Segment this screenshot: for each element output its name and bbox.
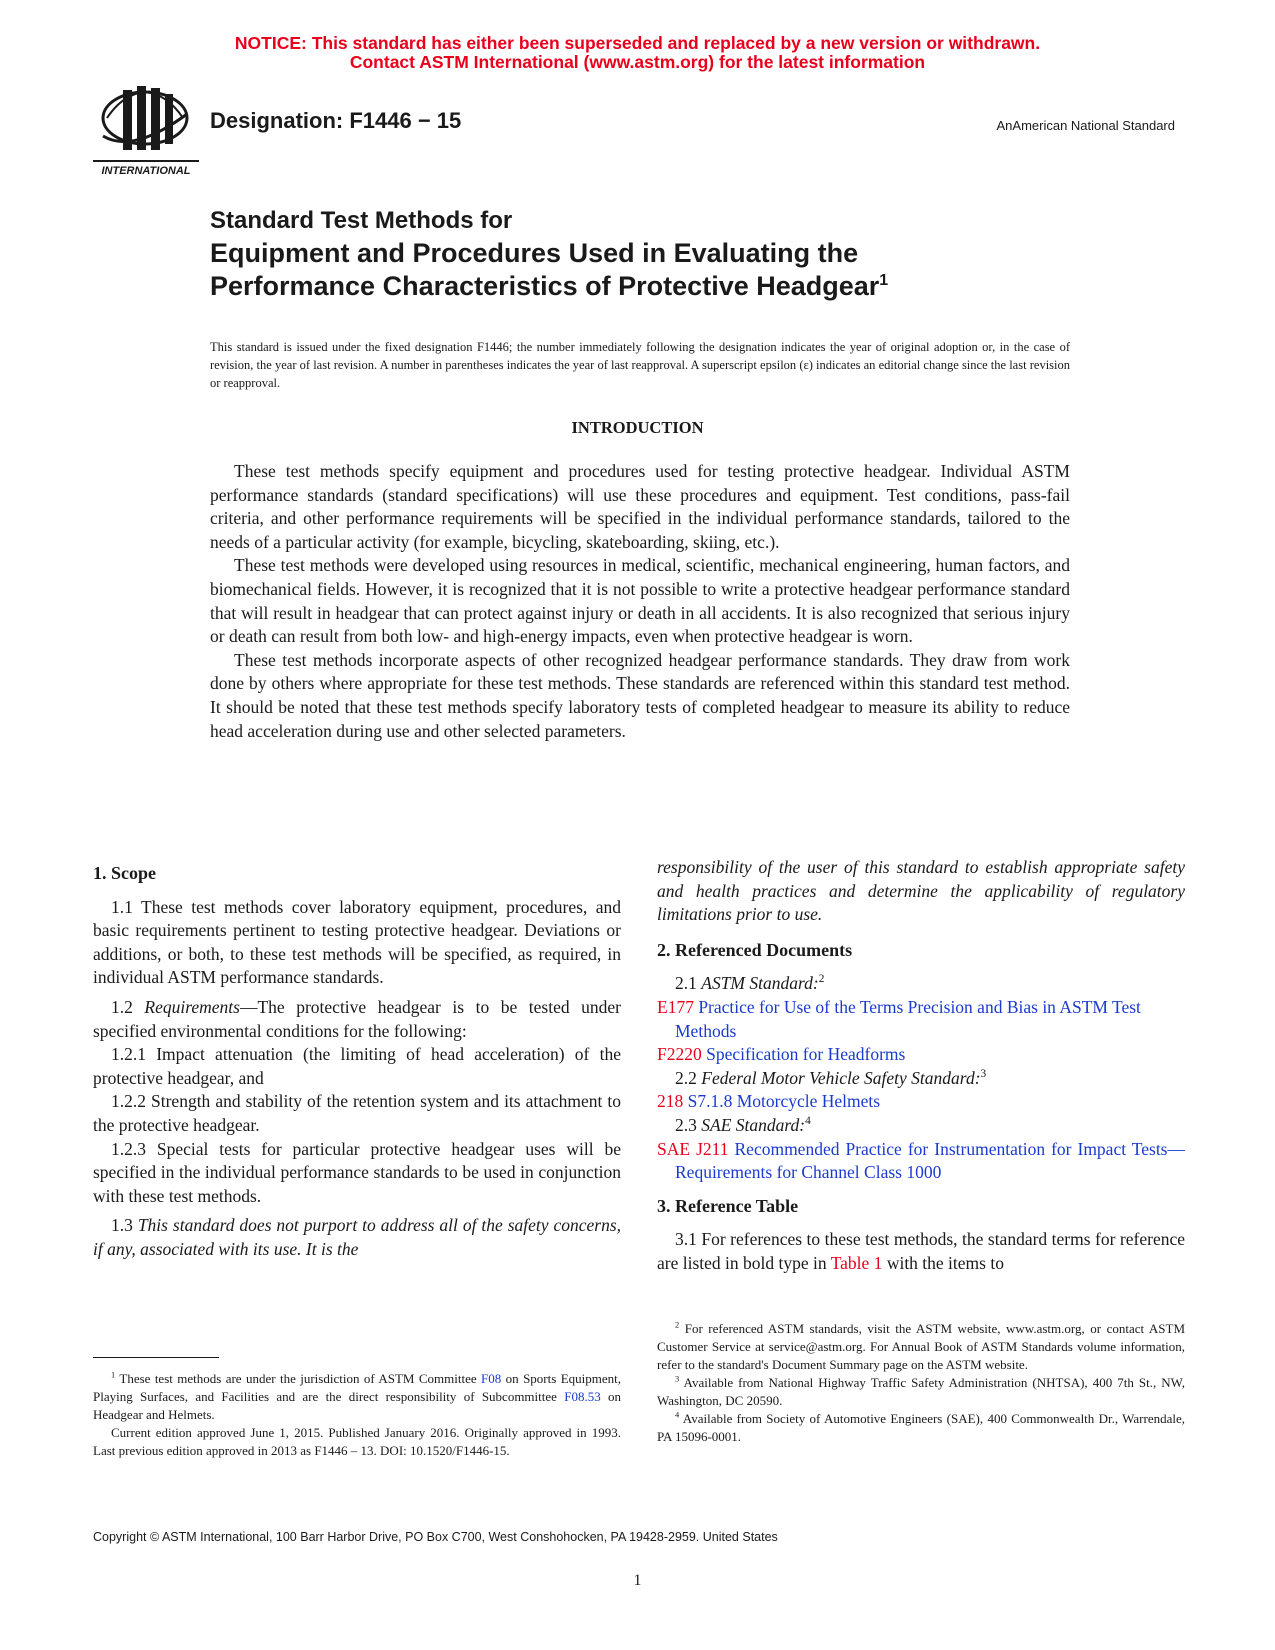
section-2-3-fn: 4 — [805, 1115, 811, 1128]
section-2-3-label: SAE Standard: — [701, 1114, 806, 1135]
section-1-3-num: 1.3 — [111, 1215, 138, 1236]
section-2-2-label: Federal Motor Vehicle Safety Standard: — [701, 1067, 981, 1088]
page-number: 1 — [633, 1572, 642, 1589]
section-1-1: 1.1 These test methods cover laboratory equipment, procedures, and basic requirements pertinent to testing protective headgear. Deviations or additions, or both, to these test methods will be specified, as required, in individual ASTM performance standards. — [93, 896, 621, 988]
scope-heading: 1. Scope — [93, 863, 156, 883]
section-2-1 — [657, 972, 1185, 996]
astm-logo-icon — [93, 84, 199, 180]
section-2-1-num: 2.1 — [675, 973, 702, 994]
section-2-2-num: 2.2 — [675, 1067, 702, 1088]
title-line-1: Standard Test Methods for — [210, 207, 513, 234]
notice-line-2: Contact ASTM International (www.astm.org) for the latest information — [349, 52, 926, 72]
ref-sae-j211[interactable] — [657, 1138, 1185, 1185]
title-line-3-text: Performance Characteristics of Protective Headgear — [210, 271, 880, 301]
section-1-2-2: 1.2.2 Strength and stability of the retention system and its attachment to the protective headgear. — [93, 1091, 621, 1135]
footnote-2-mark: 2 — [675, 1319, 680, 1330]
footnote-1-text: on Sports Equipment, Playing Surfaces, and Facilities and are the direct responsibility of Subcommittee — [93, 1371, 621, 1404]
right-column — [657, 856, 1185, 1276]
subcommittee-f0853-link[interactable]: F08.53 — [564, 1389, 601, 1404]
section-1-3-text: This standard does not purport to address all of the safety concerns, if any, associated with its use. It is the — [93, 1215, 622, 1259]
section-1-2-num: 1.2 — [111, 996, 145, 1017]
ref-fmvss-code[interactable]: 218 — [657, 1091, 684, 1112]
introduction-body — [210, 460, 1070, 743]
footnotes-right — [657, 1320, 1185, 1446]
section-2-3-num: 2.3 — [675, 1114, 702, 1135]
section-2-2-fn: 3 — [980, 1067, 987, 1080]
ref-sae-title[interactable]: Recommended Practice for Instrumentation for Impact Tests—Requirements for Channel Class 1000 — [675, 1138, 1185, 1183]
ref-f2220-title[interactable]: Specification for Headforms — [706, 1044, 906, 1065]
footnote-1 — [93, 1370, 621, 1424]
section-2-1-label: ASTM Standard: — [701, 973, 819, 994]
section-1-3-continued-text: responsibility of the user of this standard to establish appropriate safety and health practices and determine the applicability of regulatory limitations prior to use. — [657, 857, 1185, 925]
title-line-3 — [210, 270, 1170, 303]
referenced-documents-heading: 2. Referenced Documents — [657, 939, 853, 960]
footnote-3 — [657, 1374, 1185, 1410]
ref-f2220[interactable] — [657, 1043, 1185, 1067]
section-1-3 — [93, 1214, 621, 1261]
ref-sae-code[interactable]: SAE J211 — [657, 1138, 729, 1159]
footnote-1-edition: Current edition approved June 1, 2015. Published January 2016. Originally approved in 1993. Last previous edition approved in 2013 as F1446 – 13. DOI: 10.1520/F1446-15. — [93, 1425, 621, 1458]
left-column — [93, 856, 621, 1262]
footnote-4 — [657, 1410, 1185, 1446]
section-1-2-text: —The protective headgear is to be tested under specified environmental conditions for the following: — [93, 996, 621, 1041]
footnote-1-text: These test methods are under the jurisdiction of ASTM Committee — [115, 1371, 482, 1386]
section-3-1 — [657, 1228, 1185, 1275]
notice-line-1: NOTICE: This standard has either been superseded and replaced by a new version or withdrawn. — [234, 33, 1041, 53]
ref-fmvss-218[interactable] — [657, 1090, 1185, 1114]
ref-fmvss-title[interactable]: S7.1.8 Motorcycle Helmets — [687, 1091, 881, 1112]
footnotes-left — [93, 1357, 621, 1460]
committee-f08-link[interactable]: F08 — [481, 1371, 502, 1386]
footnote-4-mark: 4 — [675, 1409, 680, 1420]
ref-f2220-code[interactable]: F2220 — [657, 1044, 702, 1065]
footnote-4-text: Available from Society of Automotive Engineers (SAE), 400 Commonwealth Dr., Warrendale, PA 15096-0001. — [657, 1411, 1185, 1444]
section-3-1-text: 3.1 For references to these test methods, the standard terms for reference are listed in bold type in — [657, 1229, 1185, 1273]
intro-paragraph: These test methods incorporate aspects of other recognized headgear performance standards. They draw from work done by others where appropriate for these test methods. These standards are referenced within this standard test method. It should be noted that these test methods specify laboratory tests of completed headgear to measure its ability to reduce head acceleration during use and other selected parameters. — [210, 649, 1070, 741]
intro-paragraph: These test methods were developed using resources in medical, scientific, mechanical engineering, human factors, and biomechanical fields. However, it is recognized that it is not possible to write a protective headgear performance standard that will result in headgear that can protect against injury or death in all accidents. It is also recognized that serious injury or death can result from both low- and high-energy impacts, even when protective headgear is worn. — [210, 555, 1070, 647]
section-1-2-1: 1.2.1 Impact attenuation (the limiting of head acceleration) of the protective headgear, and — [93, 1044, 621, 1088]
title-line-2: Equipment and Procedures Used in Evaluating the — [210, 238, 859, 268]
logo-wordmark: INTERNATIONAL — [101, 165, 191, 177]
title-footnote-mark: 1 — [879, 272, 889, 289]
section-1-2-3: 1.2.3 Special tests for particular protective headgear uses will be specified in the individual performance standards to be used in conjunction with these test methods. — [93, 1138, 621, 1206]
ref-e177-title[interactable]: Practice for Use of the Terms Precision and Bias in ASTM Test Methods — [675, 996, 1141, 1041]
section-1-2-label: Requirements — [144, 996, 240, 1017]
footnote-2-text: For referenced ASTM standards, visit the ASTM website, www.astm.org, or contact ASTM Customer Service at service@astm.org. For Annual Book of ASTM Standards volume information, refer to the standard's Document Summary page on the ASTM website. — [657, 1321, 1185, 1372]
footnote-rule — [93, 1357, 219, 1358]
section-2-3 — [657, 1114, 1185, 1138]
section-3-1-text: with the items to — [882, 1252, 1004, 1273]
section-1-3-continued — [657, 856, 1185, 927]
footnote-3-mark: 3 — [675, 1373, 680, 1384]
section-2-1-fn: 2 — [818, 973, 825, 986]
issuance-statement: This standard is issued under the fixed designation F1446; the number immediately following the designation indicates the year of original adoption or, in the case of revision, the year of last revision. A number in parentheses indicates the year of last reapproval. A superscript epsilon (ε) indicates an editorial change since the last revision or reapproval. — [210, 340, 1070, 390]
footnote-1-mark: 1 — [111, 1369, 116, 1380]
footnote-3-text: Available from National Highway Traffic Safety Administration (NHTSA), 400 7th St., NW, Washington, DC 20590. — [657, 1375, 1185, 1408]
footnote-1-text: on Headgear and Helmets. — [93, 1389, 621, 1422]
ref-e177[interactable] — [657, 996, 1185, 1043]
astm-logo — [93, 84, 199, 180]
ref-e177-code[interactable]: E177 — [657, 996, 694, 1017]
section-2-2 — [657, 1067, 1185, 1091]
american-national-standard: AnAmerican National Standard — [996, 118, 1175, 133]
section-1-2 — [93, 996, 621, 1043]
copyright: Copyright © ASTM International, 100 Barr Harbor Drive, PO Box C700, West Conshohocken, PA 19428-2959. United States — [93, 1530, 778, 1544]
introduction-heading: INTRODUCTION — [571, 418, 704, 437]
footnote-2 — [657, 1320, 1185, 1374]
table-1-link[interactable]: Table 1 — [830, 1252, 883, 1273]
reference-table-heading: 3. Reference Table — [657, 1195, 799, 1216]
supersede-notice — [0, 34, 1275, 72]
document-title — [210, 205, 1170, 303]
designation: Designation: F1446 − 15 — [210, 108, 462, 133]
intro-paragraph: These test methods specify equipment and procedures used for testing protective headgear. Individual ASTM performance standards (standard specifications) will use these procedures and equipment. Test conditions, pass-fail criteria, and other performance requirements will be specified in the individual performance standards, tailored to the needs of a particular activity (for example, bicycling, skateboarding, skiing, etc.). — [210, 461, 1070, 552]
